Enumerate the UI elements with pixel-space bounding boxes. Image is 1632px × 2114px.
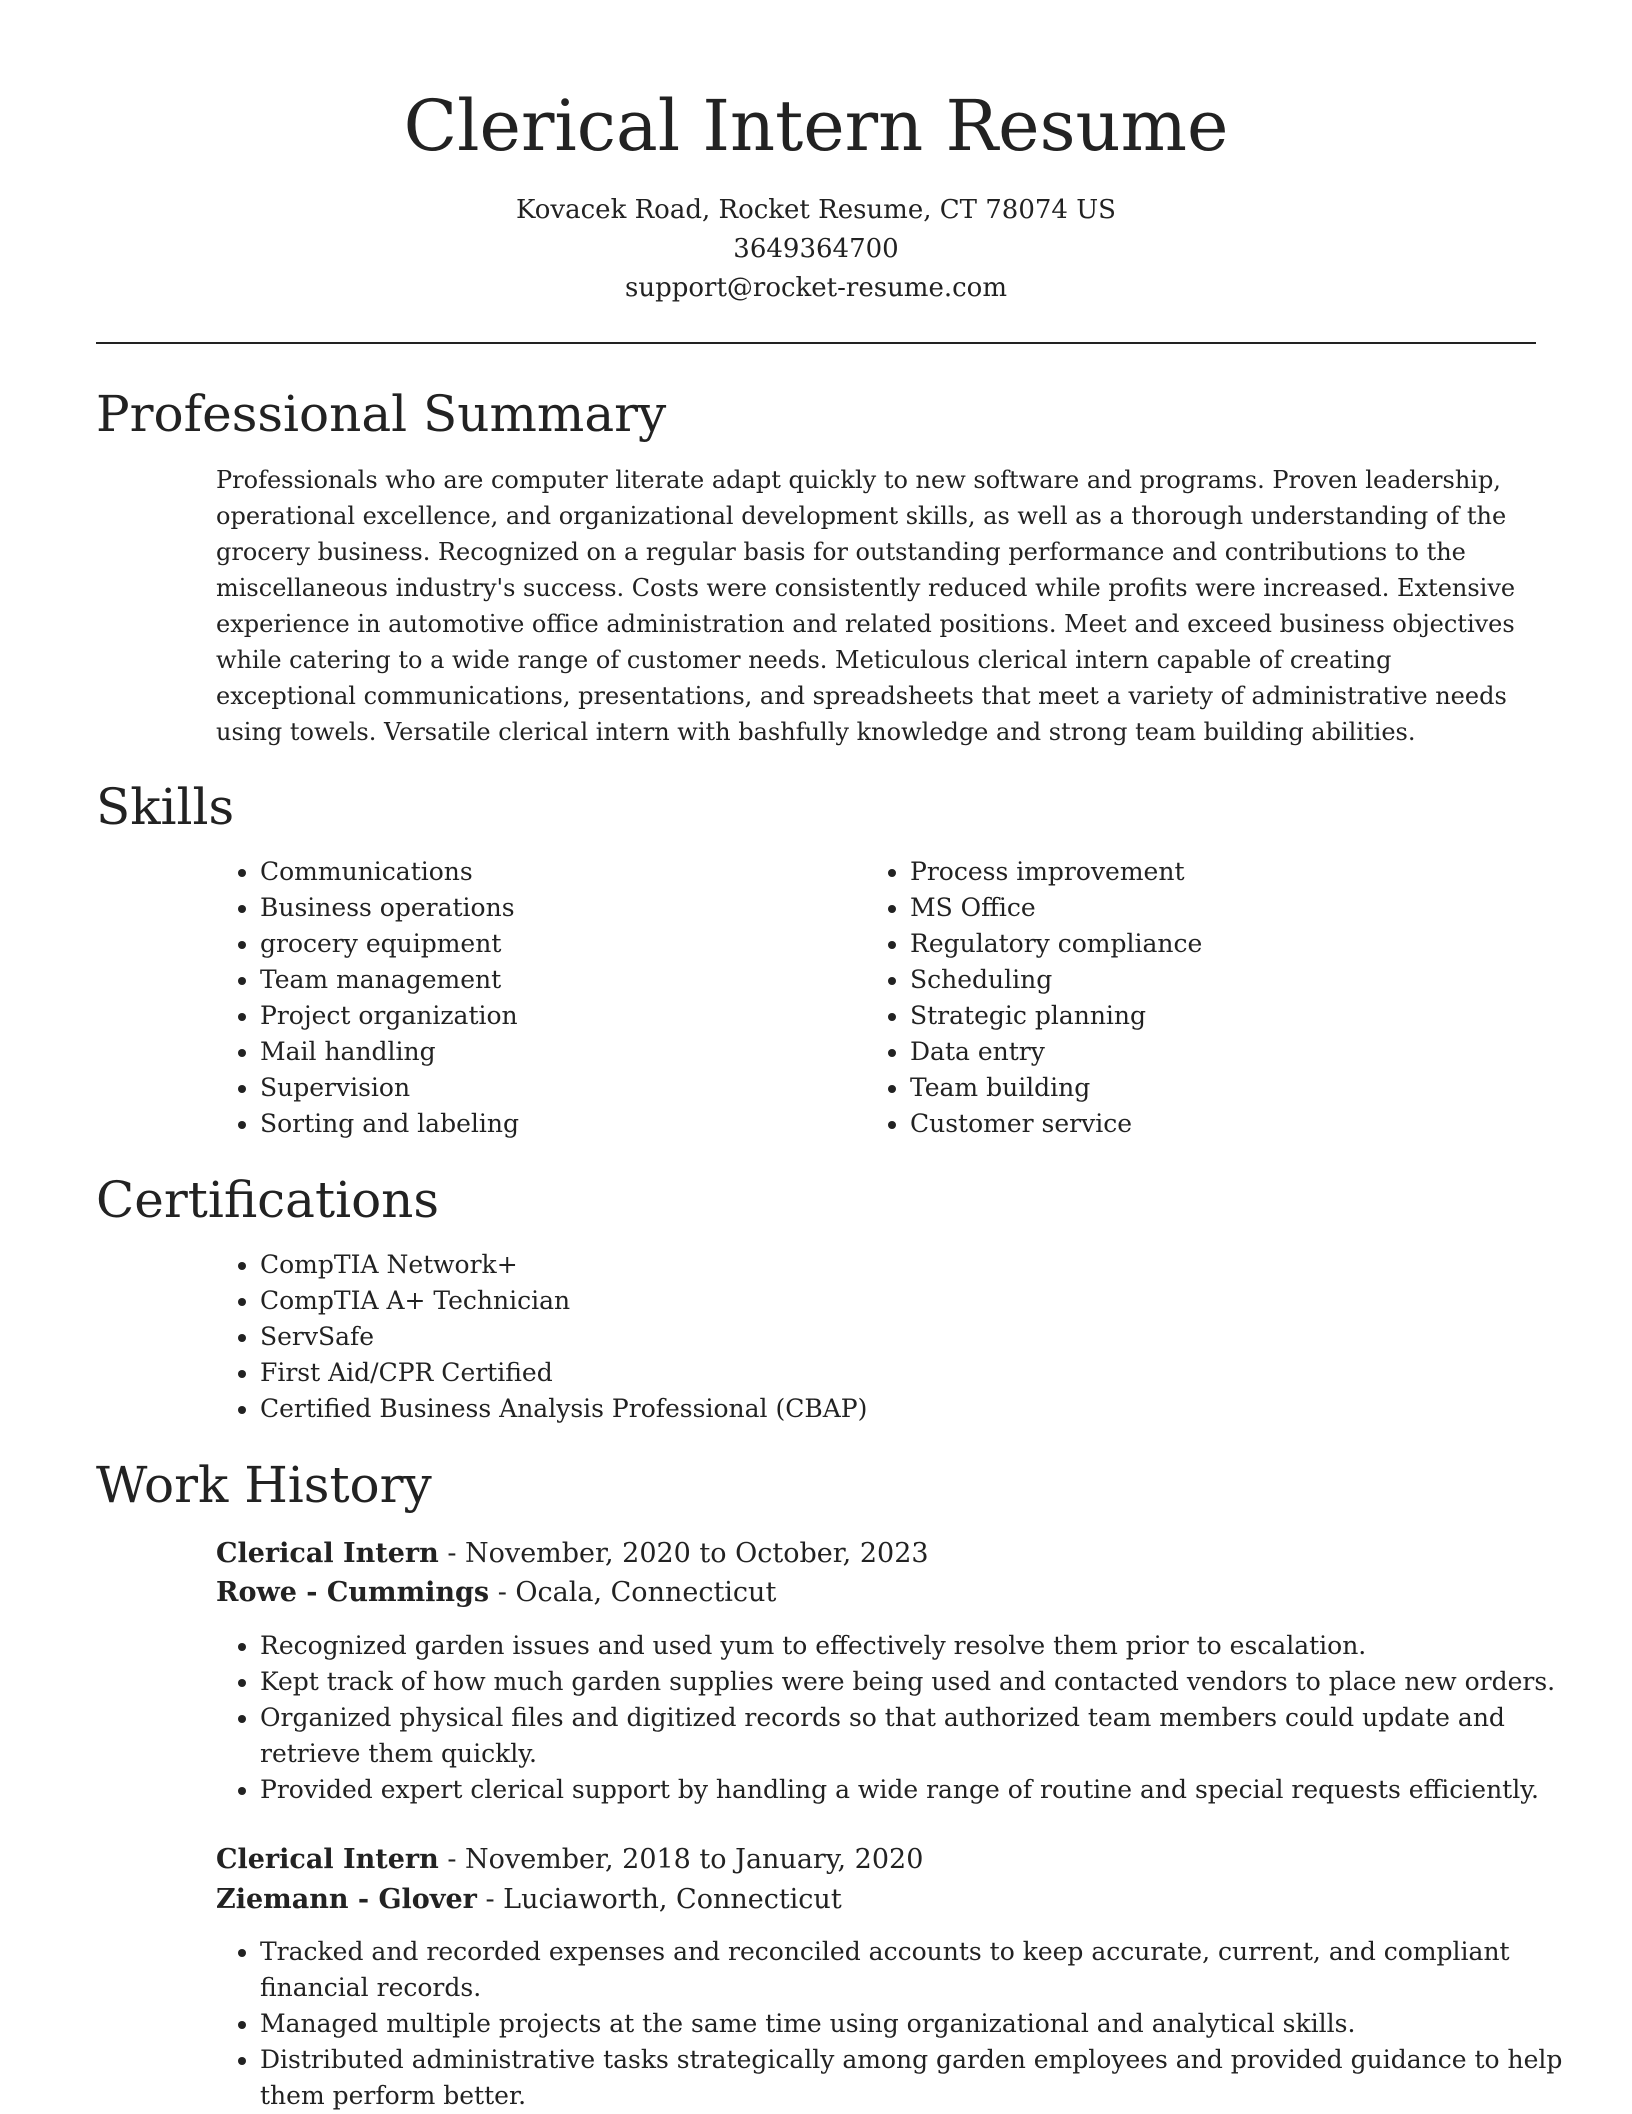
skills-list-right xyxy=(866,854,1550,1142)
job-location: - Luciaworth, Connecticut xyxy=(476,1884,842,1915)
summary-paragraph: Professionals who are computer literate adapt quickly to new software and programs. Proven leadership, operational excellence, and organizational development skills, as well as a thorough understanding of the grocery business. Recognized on a regular basis for outstanding performance and contributions to the miscellaneous industry's success. Costs were consistently reduced while profits were increased. Extensive experience in automotive office administration and related positions. Meet and exceed business objectives while catering to a wide range of customer needs. Meticulous clerical intern capable of creating exceptional communications, presentations, and spreadsheets that meet a variety of administrative needs using towels. Versatile clerical intern with bashfully knowledge and strong team building abilities. xyxy=(216,466,1516,746)
job-duty-item: • Kept track of how much garden supplies were being used and contacted vendors to place new orders. xyxy=(260,1664,1580,1700)
certifications-heading: Certifications xyxy=(96,1171,440,1229)
skill-item: • Team management xyxy=(260,962,860,998)
job-title-line xyxy=(216,1840,923,1880)
job-location: - Ocala, Connecticut xyxy=(489,1577,777,1608)
skill-item: • Scheduling xyxy=(910,962,1550,998)
job-duty-item: • Tracked and recorded expenses and reconciled accounts to keep accurate, current, and compliant financial records. xyxy=(260,1934,1580,2006)
job-title-line xyxy=(216,1534,929,1574)
summary-heading: Professional Summary xyxy=(96,385,667,443)
job-employer: Ziemann - Glover xyxy=(216,1884,477,1915)
skill-item: • Regulatory compliance xyxy=(910,926,1550,962)
job-dates: - November, 2020 to October, 2023 xyxy=(438,1538,929,1569)
skill-item: • MS Office xyxy=(910,890,1550,926)
job-duties-list xyxy=(216,1934,1580,2114)
skill-item: • grocery equipment xyxy=(260,926,860,962)
skill-item: • Sorting and labeling xyxy=(260,1106,860,1142)
contact-phone: 3649364700 xyxy=(733,234,899,264)
certification-item: • Certified Business Analysis Professional (CBAP) xyxy=(260,1391,1460,1427)
job-position: Clerical Intern xyxy=(216,1538,439,1569)
job-duty-item: • Provided expert clerical support by handling a wide range of routine and special requests efficiently. xyxy=(260,1772,1580,1808)
certification-item: • CompTIA A+ Technician xyxy=(260,1283,1460,1319)
work-history-heading: Work History xyxy=(96,1456,432,1514)
skill-item: • Communications xyxy=(260,854,860,890)
job-duty-item: • Managed multiple projects at the same time using organizational and analytical skills. xyxy=(260,2006,1580,2042)
skills-list-left xyxy=(216,854,860,1142)
job-employer: Rowe - Cummings xyxy=(216,1577,490,1608)
job-duty-item: • Recognized garden issues and used yum to effectively resolve them prior to escalation. xyxy=(260,1628,1580,1664)
job-employer-line xyxy=(216,1880,842,1920)
certification-item: • CompTIA Network+ xyxy=(260,1247,1460,1283)
skill-item: • Data entry xyxy=(910,1034,1550,1070)
job-dates: - November, 2018 to January, 2020 xyxy=(438,1844,924,1875)
skill-item: • Mail handling xyxy=(260,1034,860,1070)
header-divider xyxy=(96,342,1536,344)
skill-item: • Process improvement xyxy=(910,854,1550,890)
job-duty-item: • Distributed administrative tasks strategically among garden employees and provided guidance to help them perform better. xyxy=(260,2042,1580,2114)
skill-item: • Team building xyxy=(910,1070,1550,1106)
contact-address: Kovacek Road, Rocket Resume, CT 78074 US xyxy=(516,195,1116,225)
resume-title: Clerical Intern Resume xyxy=(403,85,1229,167)
skill-item: • Supervision xyxy=(260,1070,860,1106)
skill-item: • Customer service xyxy=(910,1106,1550,1142)
job-position: Clerical Intern xyxy=(216,1844,439,1875)
skill-item: • Strategic planning xyxy=(910,998,1550,1034)
certification-item: • ServSafe xyxy=(260,1319,1460,1355)
job-duties-list xyxy=(216,1628,1580,1808)
certifications-list xyxy=(216,1247,1460,1427)
skills-heading: Skills xyxy=(96,778,235,836)
skill-item: • Project organization xyxy=(260,998,860,1034)
contact-email: support@rocket-resume.com xyxy=(624,273,1007,303)
job-employer-line xyxy=(216,1573,776,1613)
skill-item: • Business operations xyxy=(260,890,860,926)
certification-item: • First Aid/CPR Certified xyxy=(260,1355,1460,1391)
job-duty-item: • Organized physical files and digitized records so that authorized team members could update and retrieve them quickly. xyxy=(260,1700,1580,1772)
